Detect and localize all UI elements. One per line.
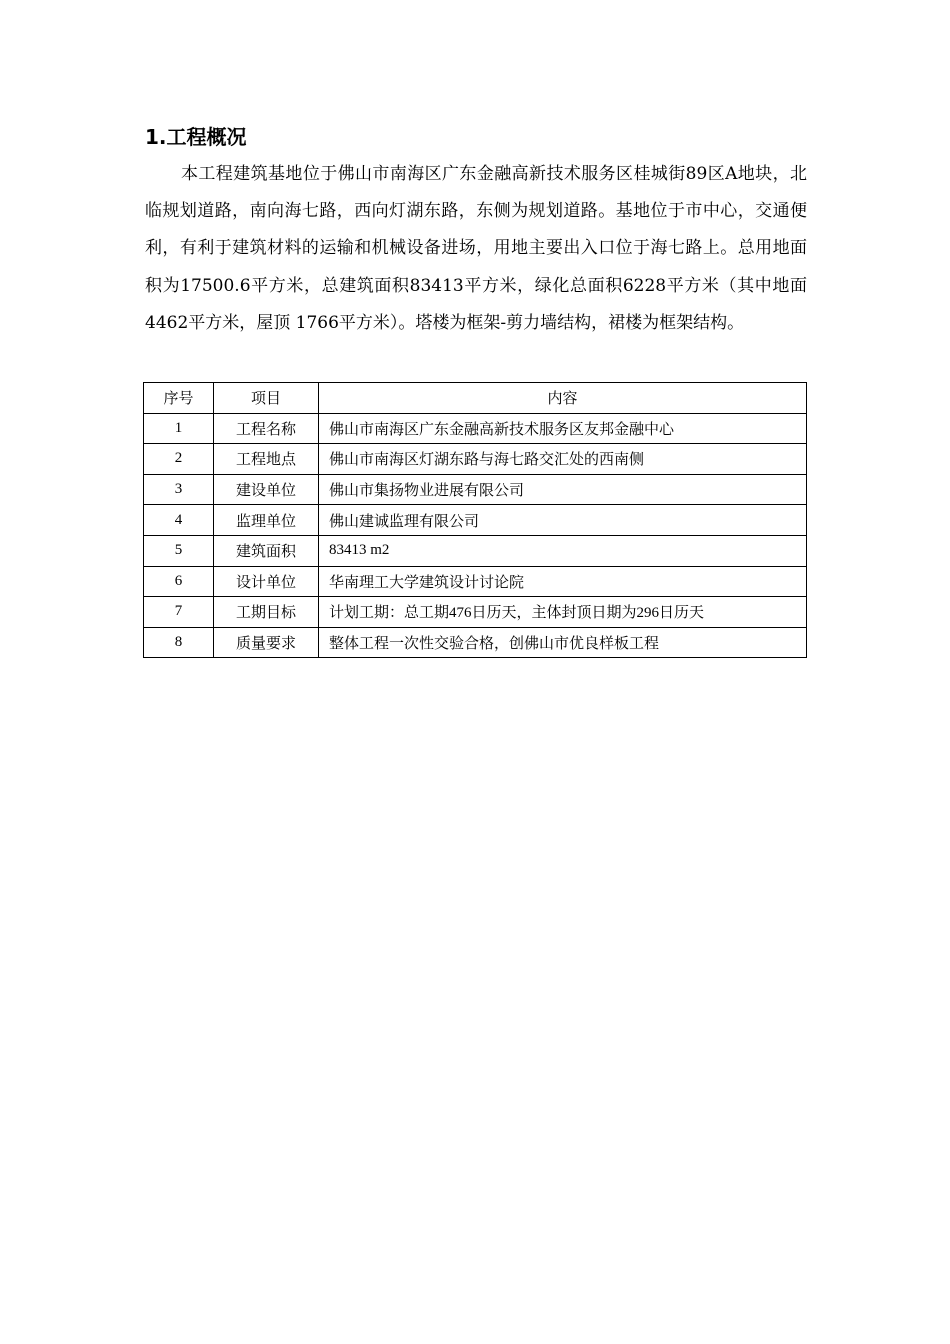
cell-content: 整体工程一次性交验合格，创佛山市优良样板工程: [319, 627, 807, 658]
cell-no: 2: [144, 444, 214, 475]
table-row: [144, 413, 807, 444]
cell-content: 佛山市集扬物业进展有限公司: [319, 474, 807, 505]
cell-no: 4: [144, 505, 214, 536]
cell-no: 5: [144, 535, 214, 566]
cell-item: 质量要求: [214, 627, 319, 658]
project-info-table: [143, 382, 807, 658]
section-heading: 1.工程概况: [145, 125, 247, 149]
table-row: [144, 597, 807, 628]
header-cell-no: 序号: [144, 383, 214, 414]
table-row: [144, 444, 807, 475]
cell-no: 8: [144, 627, 214, 658]
cell-content: 华南理工大学建筑设计讨论院: [319, 566, 807, 597]
cell-item: 建设单位: [214, 474, 319, 505]
cell-no: 7: [144, 597, 214, 628]
header-cell-content: 内容: [319, 383, 807, 414]
table-row: [144, 535, 807, 566]
table-row: [144, 474, 807, 505]
cell-content: 佛山建诚监理有限公司: [319, 505, 807, 536]
table-row: [144, 627, 807, 658]
table-row: [144, 505, 807, 536]
cell-item: 设计单位: [214, 566, 319, 597]
cell-no: 6: [144, 566, 214, 597]
header-cell-item: 项目: [214, 383, 319, 414]
cell-item: 监理单位: [214, 505, 319, 536]
cell-no: 1: [144, 413, 214, 444]
cell-no: 3: [144, 474, 214, 505]
cell-item: 工程地点: [214, 444, 319, 475]
table-header-row: [144, 383, 807, 414]
cell-item: 建筑面积: [214, 535, 319, 566]
cell-content: 计划工期：总工期476日历天，主体封顶日期为296日历天: [319, 597, 807, 628]
table-row: [144, 566, 807, 597]
cell-item: 工程名称: [214, 413, 319, 444]
section-paragraph: 本工程建筑基地位于佛山市南海区广东金融高新技术服务区桂城街89区A地块，北临规划道路，南向海七路，西向灯湖东路，东侧为规划道路。基地位于市中心，交通便利，有利于建筑材料的运输和机械设备进场，用地主要出入口位于海七路上。总用地面积为17500.6平方米，总建筑面积83413平方米，绿化总面积6228平方米（其中地面 4462平方米，屋顶 1766平方米）。塔楼为框架-剪力墙结构，裙楼为框架结构。: [145, 164, 807, 333]
cell-item: 工期目标: [214, 597, 319, 628]
cell-content: 佛山市南海区灯湖东路与海七路交汇处的西南侧: [319, 444, 807, 475]
cell-content: 佛山市南海区广东金融高新技术服务区友邦金融中心: [319, 413, 807, 444]
cell-content: 83413 m2: [319, 535, 807, 566]
